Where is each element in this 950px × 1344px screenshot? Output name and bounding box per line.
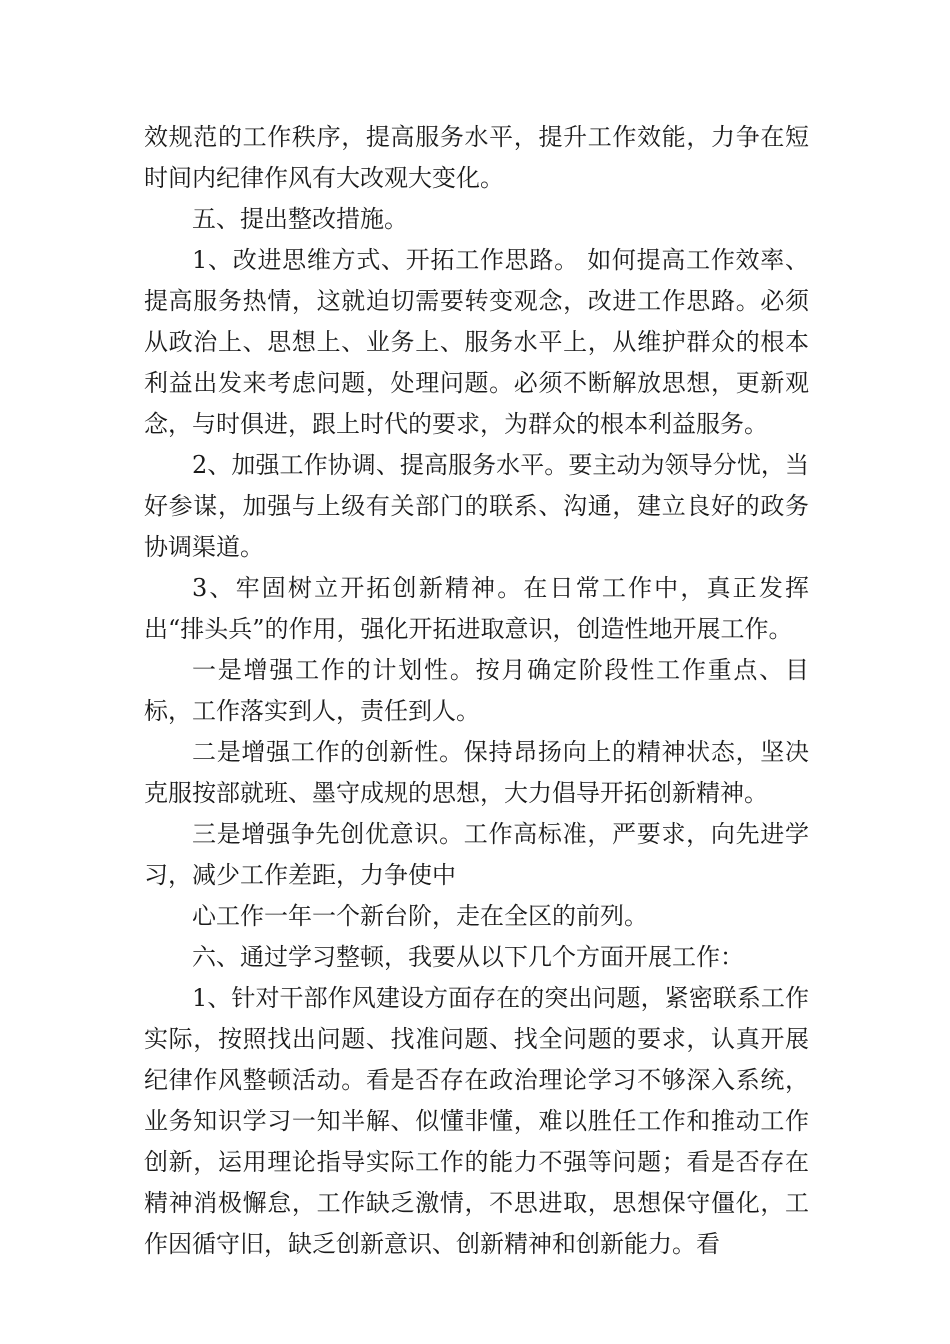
paragraph-8: 三是增强争先创优意识。工作高标准，严要求，向先进学习，减少工作差距，力争使中	[144, 820, 809, 889]
paragraph-7: 二是增强工作的创新性。保持昂扬向上的精神状态，坚决克服按部就班、墨守成规的思想，大力倡导开拓创新精神。	[144, 738, 809, 807]
paragraph-1: 效规范的工作秩序，提高服务水平，提升工作效能，力争在短时间内纪律作风有大改观大变化。	[144, 123, 809, 192]
paragraph-5: 3、牢固树立开拓创新精神。在日常工作中，真正发挥出“排头兵”的作用，强化开拓进取意识，创造性地开展工作。	[144, 574, 809, 643]
paragraph-4: 2、加强工作协调、提高服务水平。要主动为领导分忧，当好参谋，加强与上级有关部门的联系、沟通，建立良好的政务协调渠道。	[144, 451, 809, 561]
paragraph-6: 一是增强工作的计划性。按月确定阶段性工作重点、目标，工作落实到人，责任到人。	[144, 656, 809, 725]
paragraph-3: 1、改进思维方式、开拓工作思路。 如何提高工作效率、提高服务热情，这就迫切需要转变观念，改进工作思路。必须从政治上、思想上、业务上、服务水平上，从维护群众的根本利益出发来考虑问题，处理问题。必须不断解放思想，更新观念，与时俱进，跟上时代的要求，为群众的根本利益服务。	[144, 246, 809, 438]
paragraph-10: 六、通过学习整顿，我要从以下几个方面开展工作：	[192, 943, 744, 971]
paragraph-9: 心工作一年一个新台阶，走在全区的前列。	[192, 902, 648, 930]
paragraph-2: 五、提出整改措施。	[192, 205, 408, 233]
paragraph-11: 1、针对干部作风建设方面存在的突出问题，紧密联系工作实际，按照找出问题、找准问题、找全问题的要求，认真开展纪律作风整顿活动。看是否存在政治理论学习不够深入系统，业务知识学习一知半解、似懂非懂，难以胜任工作和推动工作创新，运用理论指导实际工作的能力不强等问题；看是否存在精神消极懈怠，工作缺乏激情，不思进取，思想保守僵化，工作因循守旧，缺乏创新意识、创新精神和创新能力。看	[144, 984, 809, 1258]
document-body	[144, 117, 809, 1265]
